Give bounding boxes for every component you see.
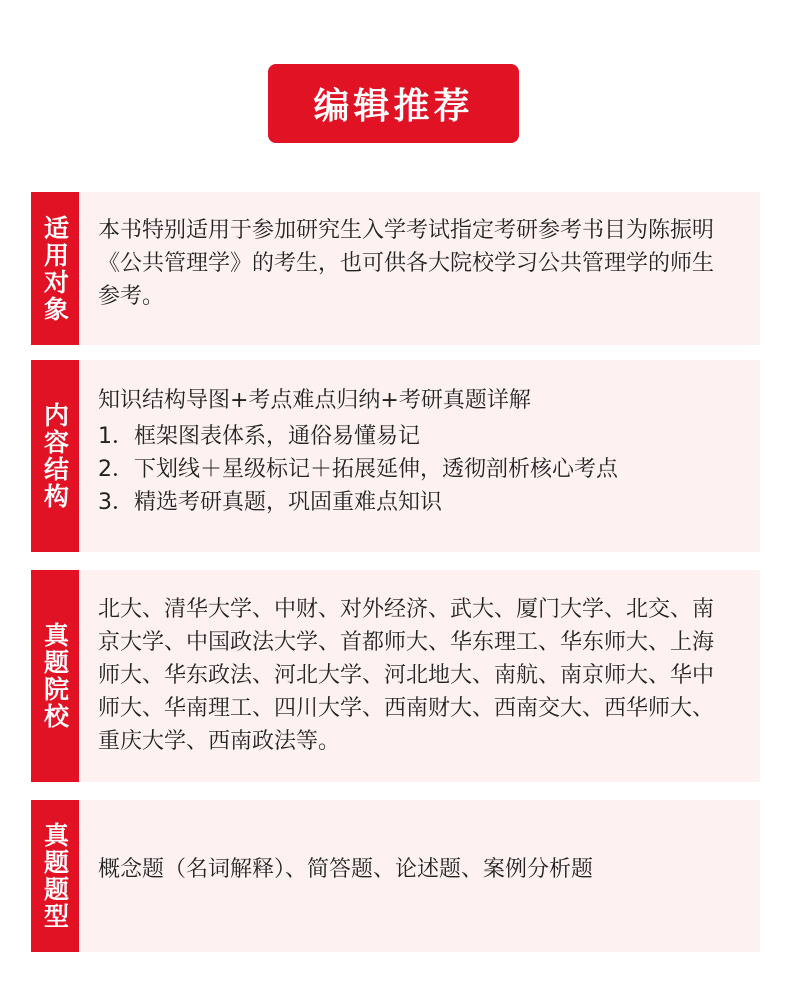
section-content (79, 800, 724, 952)
section-content (79, 570, 724, 782)
section-label: 真题院校 (40, 622, 70, 730)
section-exam-schools (31, 570, 760, 782)
section-label-box (31, 360, 79, 552)
section-intro: 知识结构导图+考点难点归纳+考研真题详解 (98, 388, 531, 413)
section-content-structure (31, 360, 760, 552)
section-question-types (31, 800, 760, 952)
section-label-box (31, 800, 79, 952)
section-label: 适用对象 (40, 214, 70, 323)
feature-list (98, 420, 724, 519)
section-label-box (31, 192, 79, 345)
page-title: 编辑推荐 (268, 64, 519, 143)
section-content (79, 360, 724, 552)
section-label: 内容结构 (40, 402, 70, 510)
section-content (79, 192, 724, 345)
list-item: 2．下划线＋星级标记＋拓展延伸，透彻剖析核心考点 (98, 457, 618, 482)
list-item: 1．框架图表体系，通俗易懂易记 (98, 424, 420, 449)
section-applicable-audience (31, 192, 760, 345)
section-label: 真题题型 (40, 822, 70, 930)
section-text: 概念题（名词解释）、简答题、论述题、案例分析题 (98, 857, 594, 882)
list-item: 3．精选考研真题，巩固重难点知识 (98, 490, 442, 515)
section-text: 本书特别适用于参加研究生入学考试指定考研参考书目为陈振明《公共管理学》的考生，也可供各大院校学习公共管理学的师生参考。 (98, 218, 715, 309)
section-label-box (31, 570, 79, 782)
section-text: 北大、清华大学、中财、对外经济、武大、厦门大学、北交、南京大学、中国政法大学、首都师大、华东理工、华东师大、上海师大、华东政法、河北大学、河北地大、南航、南京师大、华中师大、华南理工、四川大学、西南财大、西南交大、西华师大、重庆大学、西南政法等。 (98, 597, 715, 754)
